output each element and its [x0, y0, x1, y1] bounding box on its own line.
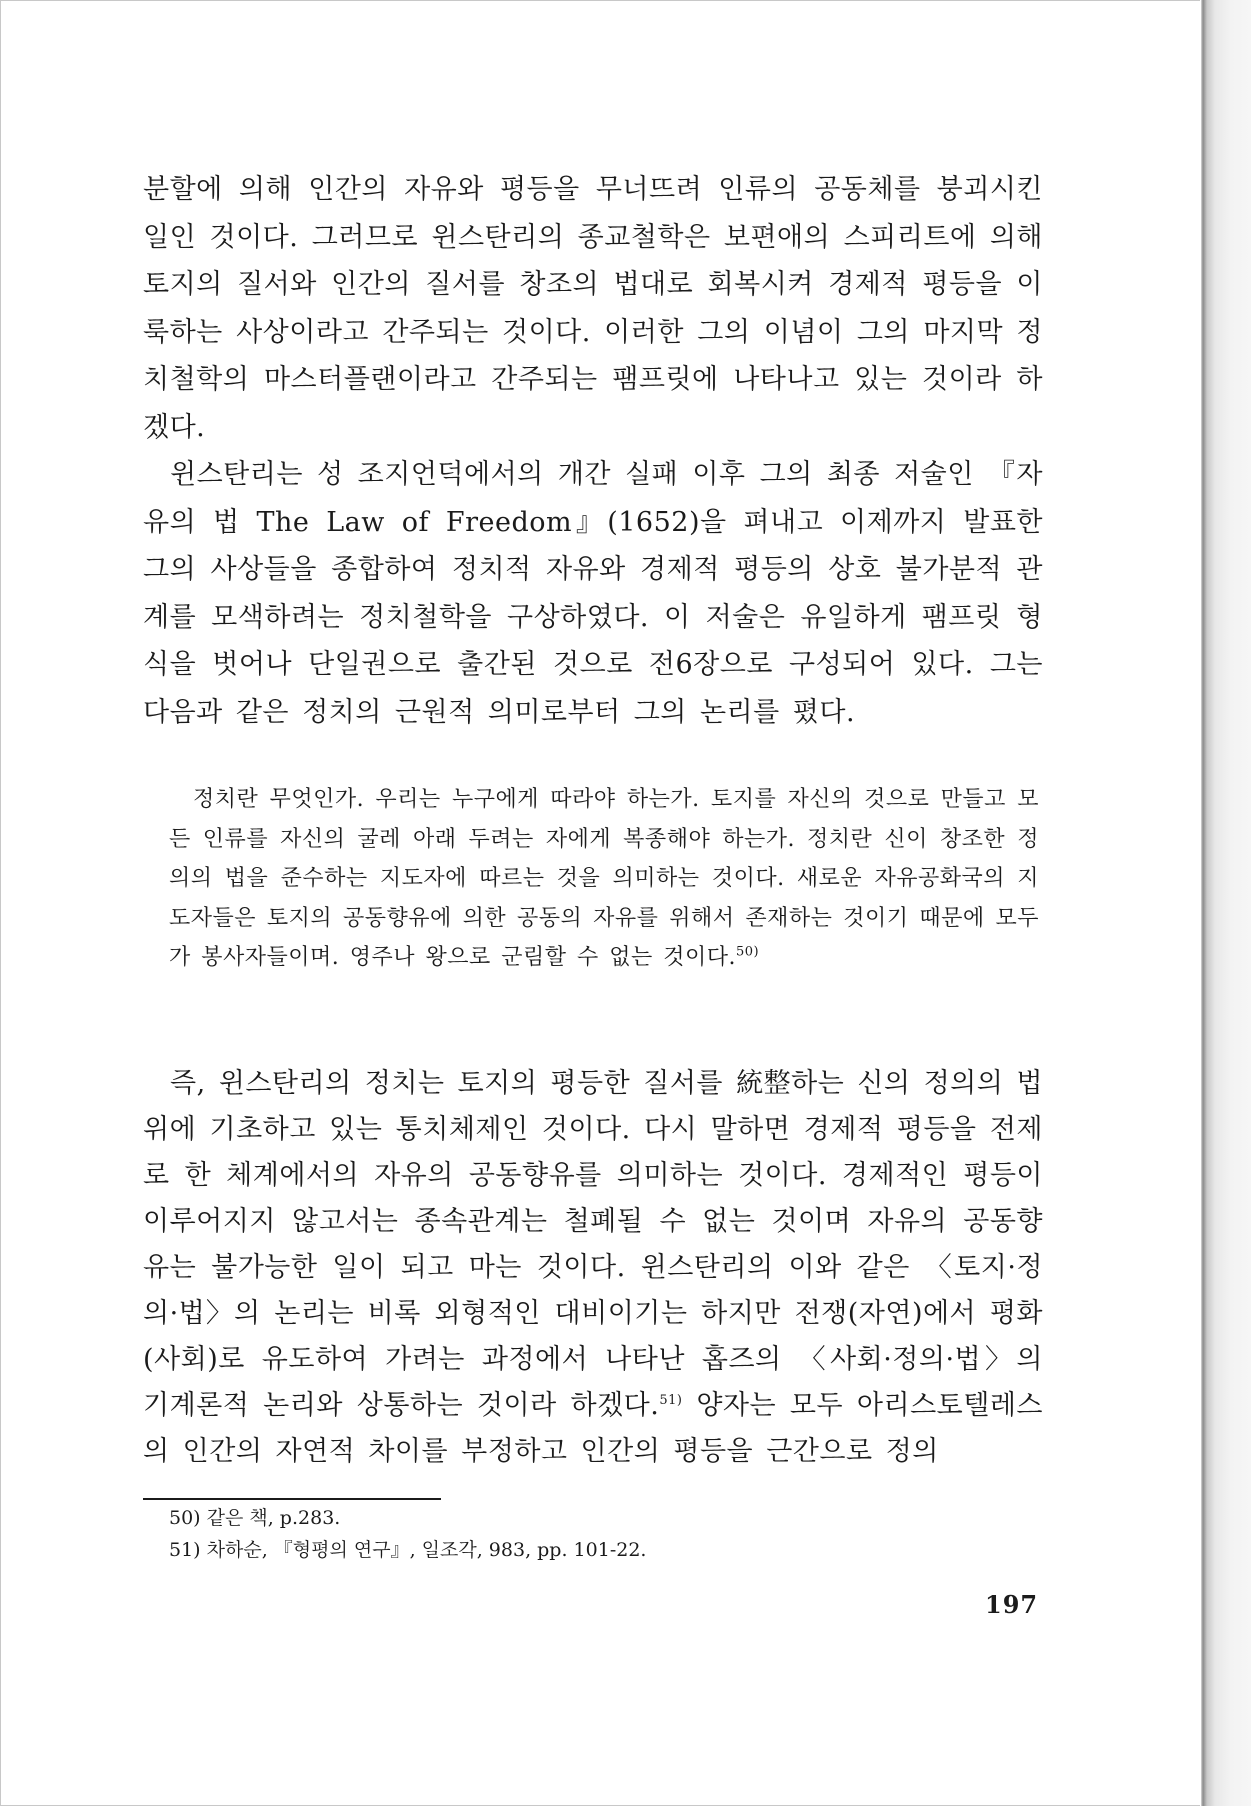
block-quote-text: 정치란 무엇인가. 우리는 누구에게 따라야 하는가. 토지를 자신의 것으로 만들고 모든 인류를 자신의 굴레 아래 두려는 자에게 복종해야 하는가. 정치란 신이 창조한 정의의 법을 준수하는 지도자에 따르는 것을 의미하는 것이다. 새로운 자유공화국의 지도자들은 토지의 공동향유에 의한 공동의 자유를 위해서 존재하는 것이기 때문에 모두가 봉사자들이며. 영주나 왕으로 군림할 수 없는 것이다.	[169, 787, 1039, 970]
paragraph-2: 윈스탄리는 성 조지언덕에서의 개간 실패 이후 그의 최종 저술인 『자유의 법 The Law of Freedom』(1652)을 펴내고 이제까지 발표한 그의 사상들을 종합하여 정치적 자유와 경제적 평등의 상호 불가분적 관계를 모색하려는 정치철학을 구상하였다. 이 저술은 유일하게 팸프릿 형식을 벗어나 단일권으로 출간된 것으로 전6장으로 구성되어 있다. 그는 다음과 같은 정치의 근원적 의미로부터 그의 논리를 폈다.	[143, 459, 1043, 728]
paragraph-3-text: 즉, 윈스탄리의 정치는 토지의 평등한 질서를 統整하는 신의 정의의 법 위에 기초하고 있는 통치체제인 것이다. 다시 말하면 경제적 평등을 전제로 한 체계에서의 자유의 공동향유를 의미하는 것이다. 경제적인 평등이 이루어지지 않고서는 종속관계는 철폐될 수 없는 것이며 자유의 공동향유는 불가능한 일이 되고 마는 것이다. 윈스탄리의 이와 같은 〈토지·정의·법〉의 논리는 비록 외형적인 대비이기는 하지만 전쟁(자연)에서 평화(사회)로 유도하여 가려는 과정에서 나타난 홉즈의 〈사회·정의·법〉의 기계론적 논리와 상통하는 것이라 하겠다.	[143, 1068, 1043, 1421]
footnote-51: 51) 차하순, 『형평의 연구』, 일조각, 983, pp. 101-22.	[169, 1539, 647, 1561]
footnote-ref-50: 50)	[735, 944, 760, 960]
paragraph-3-text-continued: 양자는 모두 아리스토텔레스의 인간의 자연적 차이를 부정하고 인간의 평등을 근간으로 정의	[143, 1390, 1043, 1467]
paragraph-1: 분할에 의해 인간의 자유와 평등을 무너뜨려 인류의 공동체를 붕괴시킨 일인 것이다. 그러므로 윈스탄리의 종교철학은 보편애의 스피리트에 의해 토지의 질서와 인간의 질서를 창조의 법대로 회복시켜 경제적 평등을 이룩하는 사상이라고 간주되는 것이다. 이러한 그의 이념이 그의 마지막 정치철학의 마스터플랜이라고 간주되는 팸프릿에 나타나고 있는 것이라 하겠다.	[143, 174, 1043, 443]
footnote-divider	[143, 1498, 441, 1500]
block-quote	[169, 780, 1039, 978]
page-edge	[1201, 0, 1251, 1806]
page-number: 197	[985, 1590, 1039, 1619]
footnotes	[169, 1502, 929, 1566]
footnote-ref-51: 51)	[659, 1393, 683, 1408]
footnote-50: 50) 같은 책, p.283.	[169, 1507, 341, 1529]
document-body	[143, 166, 1043, 736]
paragraph-3	[143, 1061, 1043, 1475]
